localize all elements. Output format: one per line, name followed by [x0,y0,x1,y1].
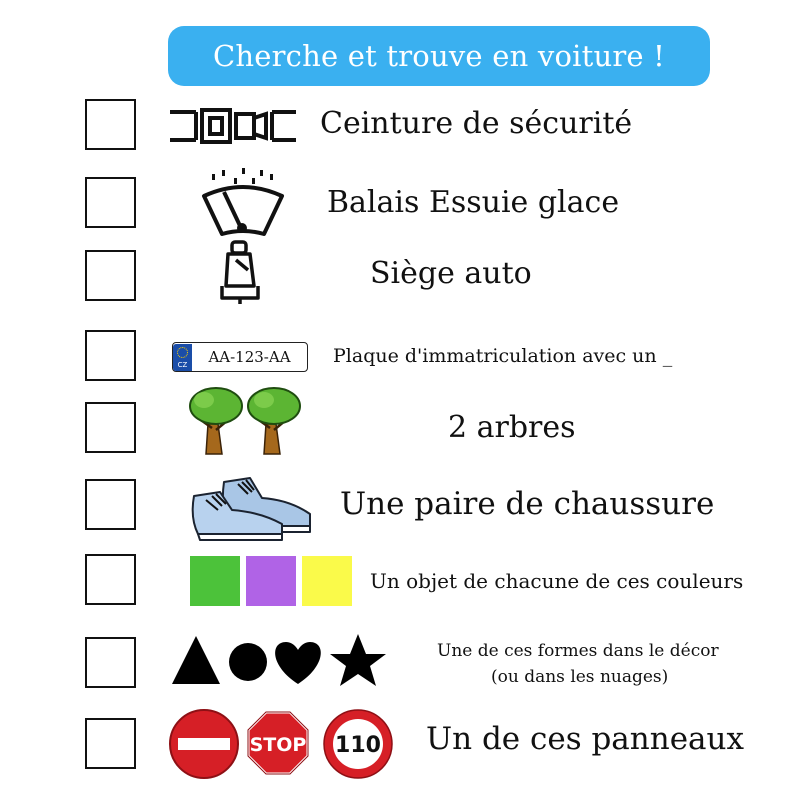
item-label-trees: 2 arbres [448,410,576,445]
checkbox-car-seat[interactable] [85,250,136,301]
trees-icon [188,384,304,456]
item-label-wiper: Balais Essuie glace [327,185,620,220]
triangle-shape [172,636,220,684]
color-swatch-purple [246,556,296,606]
plate-number: AA-123-AA [208,348,291,366]
no-entry-sign-icon [170,710,238,778]
checkbox-trees[interactable] [85,402,136,453]
eu-band: CZ [173,344,192,371]
stop-sign-text: STOP [249,734,307,756]
color-swatch-yellow [302,556,352,606]
checkbox-license-plate[interactable] [85,330,136,381]
road-signs-icon [166,706,396,782]
checkbox-wiper[interactable] [85,177,136,228]
item-label-shoes: Une paire de chaussure [340,486,715,522]
page-title: Cherche et trouve en voiture ! [212,39,666,73]
item-label-colors: Un objet de chacune de ces couleurs [370,569,744,593]
heart-shape [275,642,321,684]
item-label-seatbelt: Ceinture de sécurité [320,106,633,141]
item-label-shapes-line1: Une de ces formes dans le décor [437,641,719,661]
checkbox-seatbelt[interactable] [85,99,136,150]
sneakers-icon [190,470,316,542]
checkbox-colors[interactable] [85,554,136,605]
checkbox-shoes[interactable] [85,479,136,530]
page-title-banner [168,26,710,86]
seatbelt-buckle-icon [168,106,298,146]
windshield-wiper-icon [198,166,288,240]
color-swatch-green [190,556,240,606]
shapes-icon [170,632,388,690]
circle-shape [229,643,267,681]
license-plate-icon [172,342,308,372]
speed-limit-text: 110 [335,733,381,758]
checkbox-shapes[interactable] [85,637,136,688]
car-seat-icon [218,240,264,306]
item-label-shapes-line2: (ou dans les nuages) [491,667,669,687]
item-label-license-plate: Plaque d'immatriculation avec un _ [333,345,673,367]
checkbox-road-signs[interactable] [85,718,136,769]
star-shape [330,634,386,686]
item-label-car-seat: Siège auto [370,256,532,291]
item-label-road-signs: Un de ces panneaux [426,721,744,757]
